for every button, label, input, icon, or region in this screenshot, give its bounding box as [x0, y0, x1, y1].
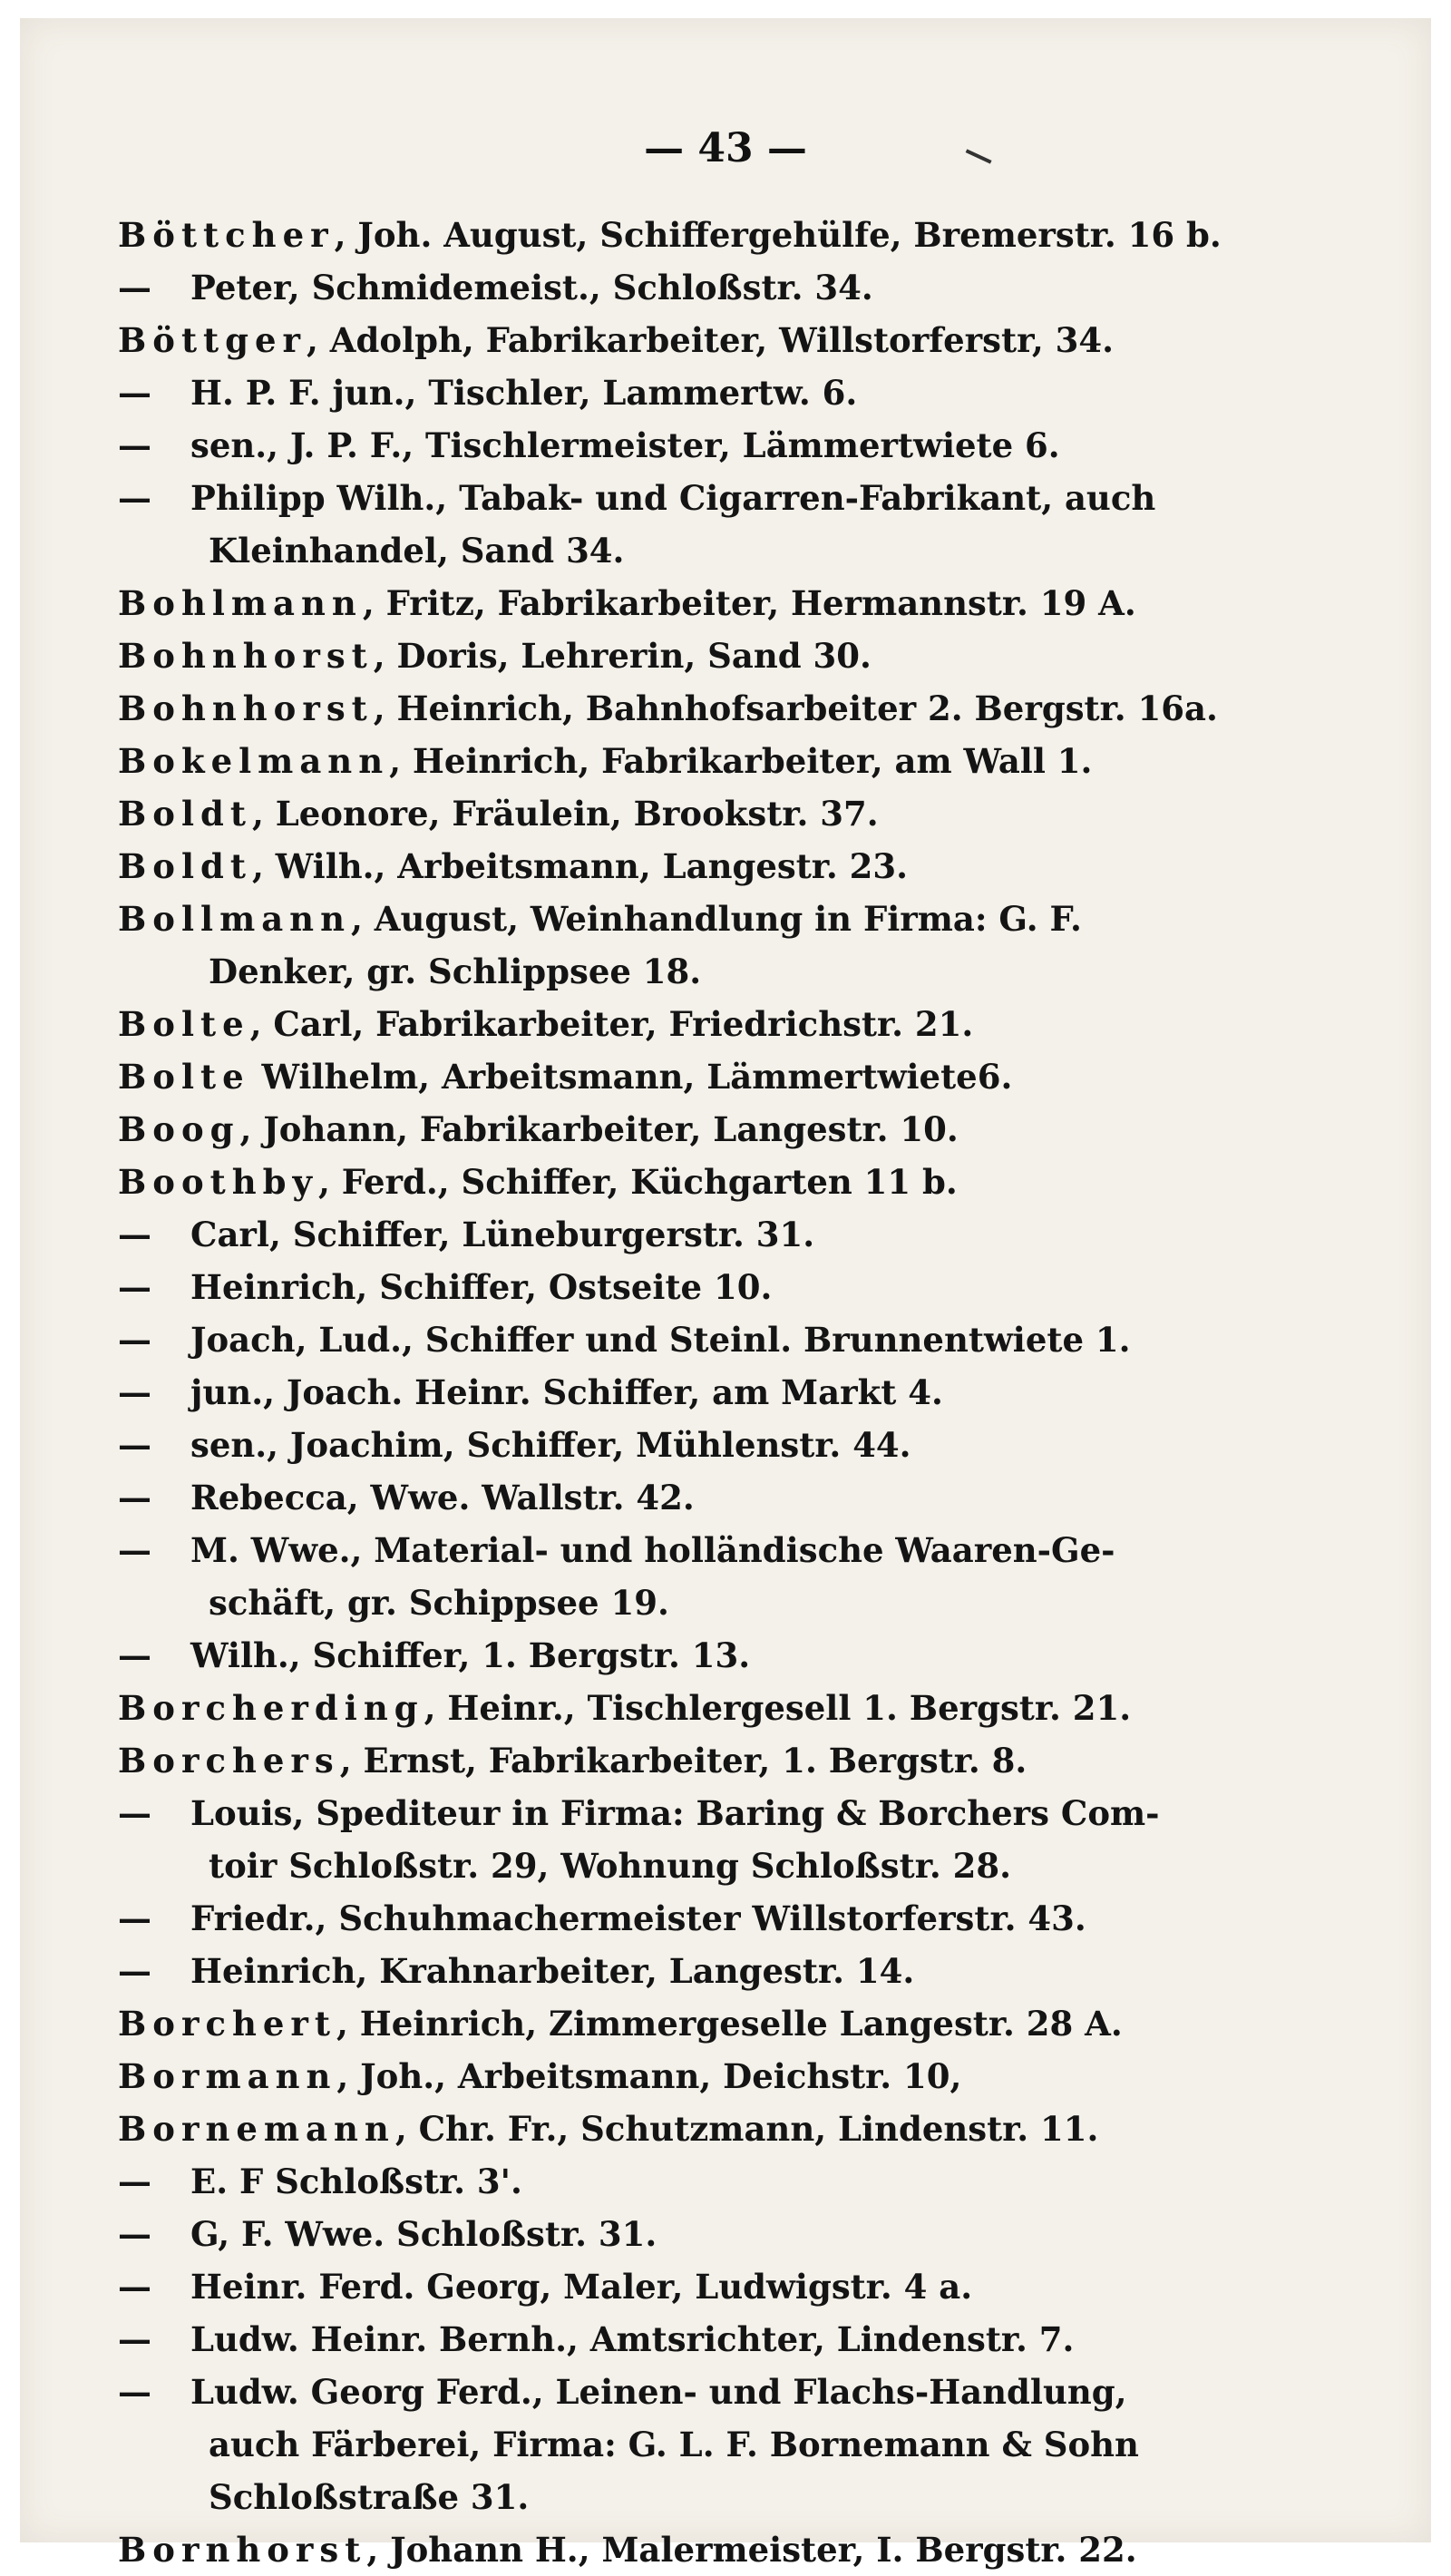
entry-text: , August, Weinhandlung in Firma: G. F.: [351, 899, 1082, 939]
directory-entry: [118, 1366, 1406, 1419]
directory-entry: [118, 1419, 1406, 1471]
directory-entry: [118, 1208, 1406, 1261]
entry-surname: Bornemann: [118, 2109, 395, 2149]
repeat-dash: —: [118, 2319, 151, 2359]
entry-text: , Heinrich, Zimmergeselle Langestr. 28 A.: [336, 2004, 1123, 2044]
entry-text: schäft, gr. Schippsee 19.: [209, 1583, 669, 1623]
directory-entry: [118, 998, 1406, 1050]
repeat-dash: —: [118, 1793, 151, 1833]
entry-text: toir Schloßstr. 29, Wohnung Schloßstr. 28.: [209, 1846, 1011, 1886]
directory-entry: [118, 314, 1406, 366]
entry-text: Joach, Lud., Schiffer und Steinl. Brunnentwiete 1.: [190, 1320, 1131, 1360]
directory-entry: [118, 682, 1406, 735]
directory-entry: [118, 2155, 1406, 2208]
directory-entry: [118, 1787, 1406, 1839]
entry-surname: Boldt: [118, 794, 252, 834]
directory-entry: [118, 2103, 1406, 2155]
directory-entry: [118, 1734, 1406, 1787]
entry-text: , Joh. August, Schiffergehülfe, Bremerstr. 16 b.: [334, 215, 1222, 255]
entry-text: G, F. Wwe. Schloßstr. 31.: [190, 2214, 657, 2254]
directory-entries: [118, 209, 1406, 2576]
entry-surname: Boog: [118, 1109, 240, 1149]
entry-text: Schloßstraße 31.: [209, 2477, 530, 2517]
directory-entry: [118, 366, 1406, 419]
entry-text: , Heinrich, Bahnhofsarbeiter 2. Bergstr. 16a.: [373, 688, 1218, 728]
directory-entry: [118, 893, 1406, 945]
directory-entry: [118, 1997, 1406, 2050]
directory-entry: [118, 1629, 1406, 1682]
directory-entry: [118, 1471, 1406, 1524]
entry-text: , Adolph, Fabrikarbeiter, Willstorferstr, 34.: [307, 320, 1115, 360]
book-page: [20, 18, 1431, 2570]
repeat-dash: —: [118, 1320, 151, 1360]
directory-entry: [118, 209, 1406, 261]
entry-text: Ludw. Georg Ferd., Leinen- und Flachs-Handlung,: [190, 2372, 1127, 2412]
directory-entry: [118, 524, 1406, 577]
repeat-dash: —: [118, 1530, 151, 1570]
entry-text: Wilhelm, Arbeitsmann, Lämmertwiete6.: [249, 1057, 1013, 1097]
entry-surname: Bollmann: [118, 899, 351, 939]
directory-entry: [118, 1945, 1406, 1997]
directory-entry: [118, 1103, 1406, 1156]
directory-entry: [118, 735, 1406, 787]
directory-entry: [118, 419, 1406, 472]
directory-entry: [118, 2260, 1406, 2313]
entry-text: M. Wwe., Material- und holländische Waaren-Ge-: [190, 1530, 1115, 1570]
entry-text: , Heinr., Tischlergesell 1. Bergstr. 21.: [424, 1688, 1132, 1728]
entry-text: Heinrich, Schiffer, Ostseite 10.: [190, 1267, 773, 1307]
directory-entry: [118, 1261, 1406, 1313]
directory-entry: [118, 2366, 1406, 2418]
entry-text: , Wilh., Arbeitsmann, Langestr. 23.: [251, 846, 909, 886]
repeat-dash: —: [118, 1898, 151, 1938]
entry-text: , Ernst, Fabrikarbeiter, 1. Bergstr. 8.: [339, 1741, 1027, 1781]
directory-entry: [118, 1313, 1406, 1366]
entry-text: H. P. F. jun., Tischler, Lammertw. 6.: [190, 373, 858, 413]
entry-text: Rebecca, Wwe. Wallstr. 42.: [190, 1478, 695, 1517]
entry-text: Heinr. Ferd. Georg, Maler, Ludwigstr. 4 a.: [190, 2267, 973, 2307]
entry-text: Kleinhandel, Sand 34.: [209, 531, 625, 571]
entry-surname: Boothby: [118, 1162, 318, 1202]
repeat-dash: —: [118, 2267, 151, 2307]
entry-text: Philipp Wilh., Tabak- und Cigarren-Fabrikant, auch: [190, 478, 1156, 518]
directory-entry: [118, 1892, 1406, 1945]
entry-text: jun., Joach. Heinr. Schiffer, am Markt 4.: [190, 1372, 943, 1412]
repeat-dash: —: [118, 2372, 151, 2412]
directory-entry: [118, 1050, 1406, 1103]
entry-text: , Ferd., Schiffer, Küchgarten 11 b.: [318, 1162, 958, 1202]
directory-entry: [118, 261, 1406, 314]
entry-surname: Bohnhorst: [118, 688, 374, 728]
entry-text: Denker, gr. Schlippsee 18.: [209, 951, 702, 991]
entry-text: Heinrich, Krahnarbeiter, Langestr. 14.: [190, 1951, 915, 1991]
entry-text: , Leonore, Fräulein, Brookstr. 37.: [251, 794, 879, 834]
directory-entry: [118, 472, 1406, 524]
directory-entry: [118, 1576, 1406, 1629]
entry-text: auch Färberei, Firma: G. L. F. Bornemann & Sohn: [209, 2425, 1139, 2464]
entry-surname: Bohlmann: [118, 583, 363, 623]
entry-surname: Böttcher: [118, 215, 335, 255]
repeat-dash: —: [118, 373, 151, 413]
directory-entry: [118, 1156, 1406, 1208]
repeat-dash: —: [118, 1635, 151, 1675]
directory-entry: [118, 2418, 1406, 2471]
repeat-dash: —: [118, 1951, 151, 1991]
repeat-dash: —: [118, 1215, 151, 1254]
directory-entry: [118, 1682, 1406, 1734]
repeat-dash: —: [118, 1478, 151, 1517]
entry-surname: Bolte: [118, 1004, 250, 1044]
directory-entry: [118, 2208, 1406, 2260]
page-number: — 43 —: [644, 125, 807, 171]
directory-entry: [118, 2050, 1406, 2103]
repeat-dash: —: [118, 268, 151, 307]
entry-text: Carl, Schiffer, Lüneburgerstr. 31.: [190, 1215, 815, 1254]
directory-entry: [118, 629, 1406, 682]
entry-text: , Johann, Fabrikarbeiter, Langestr. 10.: [239, 1109, 959, 1149]
repeat-dash: —: [118, 478, 151, 518]
entry-surname: Bornhorst: [118, 2530, 367, 2570]
entry-text: , Johann H., Malermeister, I. Bergstr. 22.: [366, 2530, 1137, 2570]
entry-surname: Bormann: [118, 2056, 337, 2096]
repeat-dash: —: [118, 425, 151, 465]
entry-text: , Heinrich, Fabrikarbeiter, am Wall 1.: [389, 741, 1093, 781]
repeat-dash: —: [118, 2214, 151, 2254]
entry-text: , Joh., Arbeitsmann, Deichstr. 10,: [336, 2056, 962, 2096]
entry-text: , Carl, Fabrikarbeiter, Friedrichstr. 21.: [249, 1004, 974, 1044]
entry-text: Wilh., Schiffer, 1. Bergstr. 13.: [190, 1635, 751, 1675]
entry-surname: Bohnhorst: [118, 636, 374, 676]
directory-entry: [118, 840, 1406, 893]
entry-surname: Borcherding: [118, 1688, 424, 1728]
directory-entry: [118, 1524, 1406, 1576]
entry-surname: Borchert: [118, 2004, 336, 2044]
repeat-dash: —: [118, 1372, 151, 1412]
entry-surname: Borchers: [118, 1741, 340, 1781]
entry-text: Ludw. Heinr. Bernh., Amtsrichter, Lindenstr. 7.: [190, 2319, 1075, 2359]
entry-text: Louis, Spediteur in Firma: Baring & Borchers Com-: [190, 1793, 1160, 1833]
entry-text: sen., Joachim, Schiffer, Mühlenstr. 44.: [190, 1425, 911, 1465]
entry-text: , Fritz, Fabrikarbeiter, Hermannstr. 19 A.: [362, 583, 1136, 623]
entry-surname: Böttger: [118, 320, 307, 360]
entry-surname: Bolte: [118, 1057, 250, 1097]
directory-entry: [118, 1839, 1406, 1892]
entry-text: Friedr., Schuhmachermeister Willstorferstr. 43.: [190, 1898, 1086, 1938]
directory-entry: [118, 2471, 1406, 2523]
repeat-dash: —: [118, 1267, 151, 1307]
entry-surname: Bokelmann: [118, 741, 390, 781]
repeat-dash: —: [118, 2161, 151, 2201]
entry-text: , Doris, Lehrerin, Sand 30.: [373, 636, 872, 676]
directory-entry: [118, 787, 1406, 840]
entry-surname: Boldt: [118, 846, 252, 886]
directory-entry: [118, 2523, 1406, 2576]
directory-entry: [118, 2313, 1406, 2366]
directory-entry: [118, 945, 1406, 998]
entry-text: Peter, Schmidemeist., Schloßstr. 34.: [190, 268, 873, 307]
entry-text: sen., J. P. F., Tischlermeister, Lämmertwiete 6.: [190, 425, 1060, 465]
directory-entry: [118, 577, 1406, 629]
repeat-dash: —: [118, 1425, 151, 1465]
entry-text: E. F Schloßstr. 3'.: [190, 2161, 522, 2201]
entry-text: , Chr. Fr., Schutzmann, Lindenstr. 11.: [394, 2109, 1099, 2149]
